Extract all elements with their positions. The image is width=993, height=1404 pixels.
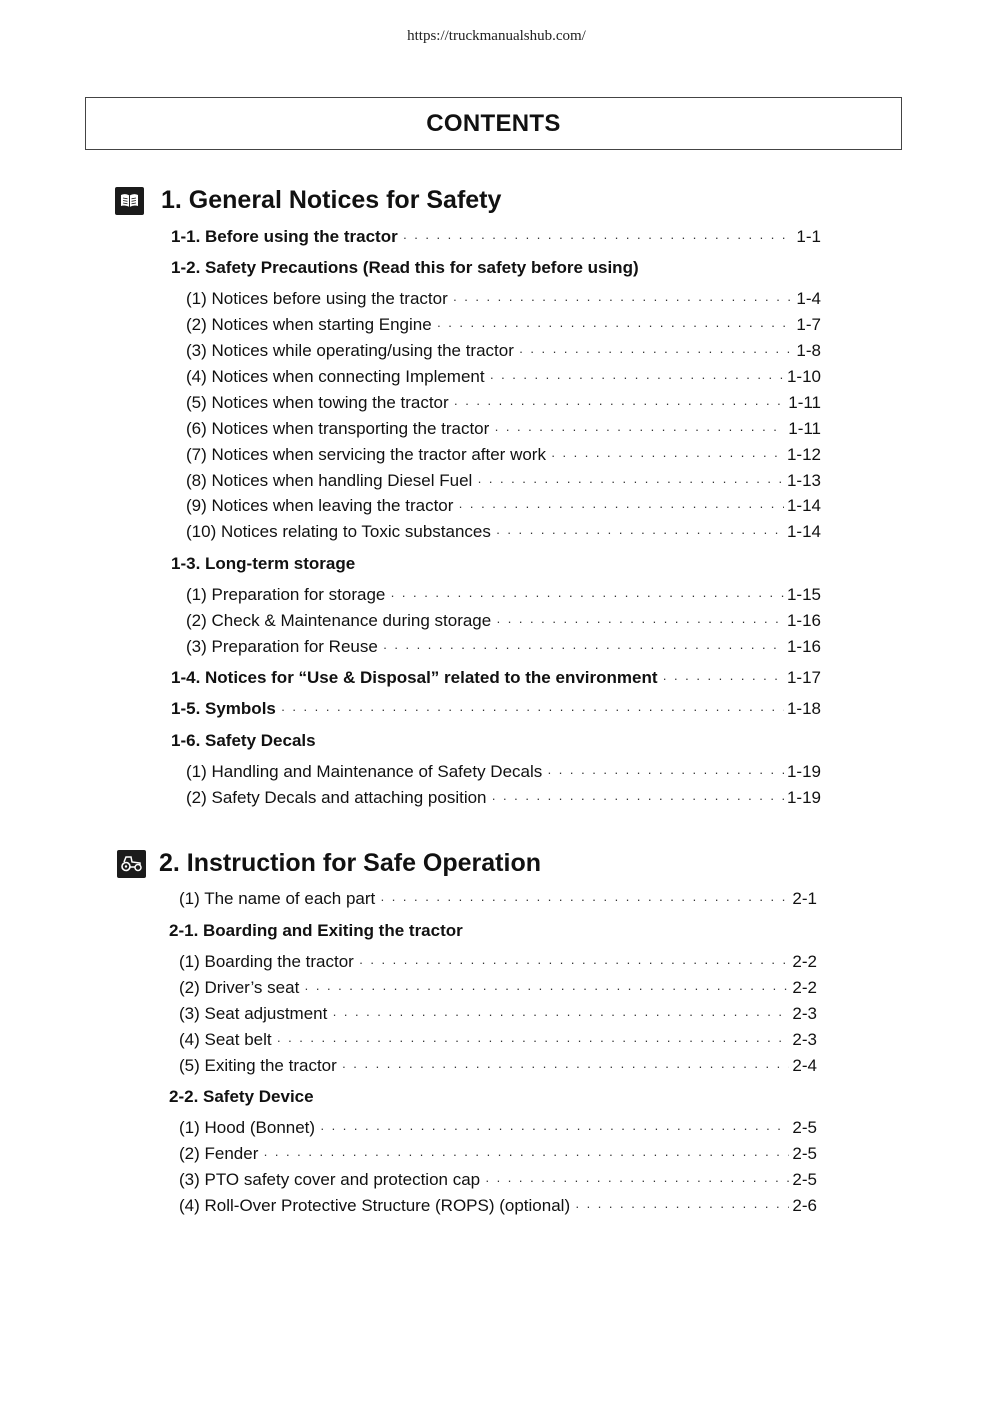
dot-leader (663, 669, 784, 689)
toc-entry[interactable] (186, 445, 821, 466)
toc-entry-label: 1-3. Long-term storage (171, 554, 356, 573)
toc-entry-page: 2-2 (792, 952, 817, 971)
dot-leader (263, 1145, 789, 1165)
toc-entry-label: (3) Preparation for Reuse (186, 637, 378, 656)
dot-leader (454, 394, 786, 414)
dot-leader (403, 228, 794, 248)
dot-leader (277, 1031, 790, 1051)
toc-entry[interactable] (186, 289, 821, 310)
toc-entry-page: 1-16 (786, 611, 821, 630)
toc-entry-page: 2-5 (792, 1170, 817, 1189)
toc-entry-label: (2) Check & Maintenance during storage (186, 611, 492, 630)
toc-entry[interactable] (171, 668, 821, 689)
toc-entry-label: (5) Exiting the tractor (179, 1056, 337, 1075)
open-book-icon (115, 187, 144, 215)
dot-leader (281, 700, 784, 720)
dot-leader (437, 316, 794, 336)
toc-entry-label: (4) Notices when connecting Implement (186, 367, 485, 386)
toc-entry[interactable] (186, 585, 821, 606)
toc-entry[interactable] (186, 496, 821, 517)
toc-entry-label: (1) The name of each part (179, 889, 376, 908)
dot-leader (551, 446, 784, 466)
toc-entry[interactable] (186, 637, 821, 658)
toc-entry[interactable] (186, 788, 821, 809)
toc-entry[interactable] (186, 611, 821, 632)
toc-entry-label: (2) Notices when starting Engine (186, 315, 432, 334)
toc-entry[interactable] (179, 1196, 817, 1217)
toc-entry-page: 2-6 (792, 1196, 817, 1215)
toc-entry-page: 1-19 (786, 762, 821, 781)
toc-entry-label: (2) Driver’s seat (179, 978, 300, 997)
toc-entry-label: 1-2. Safety Precautions (Read this for safety before using) (171, 258, 639, 277)
toc-entry-label: (1) Notices before using the tractor (186, 289, 448, 308)
section-2-title: 2. Instruction for Safe Operation (159, 849, 541, 877)
toc-entry-page: 2-3 (792, 1030, 817, 1049)
section-2-header (117, 849, 541, 878)
toc-entry-label: 2-2. Safety Device (169, 1087, 314, 1106)
dot-leader (496, 523, 784, 543)
toc-entry-label: (6) Notices when transporting the tractor (186, 419, 490, 438)
toc-entry-page: 1-16 (786, 637, 821, 656)
toc-entry-label: (5) Notices when towing the tractor (186, 393, 449, 412)
toc-entry[interactable] (179, 1144, 817, 1165)
toc-entry[interactable] (179, 1118, 817, 1139)
dot-leader (547, 763, 784, 783)
toc-entry-page: 1-4 (796, 289, 821, 308)
toc-entry[interactable] (179, 1170, 817, 1191)
toc-entry-page: 1-14 (786, 522, 821, 541)
toc-entry-label: (3) PTO safety cover and protection cap (179, 1170, 481, 1189)
toc-entry[interactable] (186, 393, 821, 414)
toc-entry-page: 1-17 (786, 668, 821, 687)
toc-entry-label: (1) Handling and Maintenance of Safety Decals (186, 762, 543, 781)
dot-leader (359, 953, 790, 973)
toc-entry-label: (3) Seat adjustment (179, 1004, 328, 1023)
dot-leader (458, 497, 784, 517)
toc-entry-page: 2-2 (792, 978, 817, 997)
dot-leader (383, 638, 784, 658)
toc-entry[interactable] (186, 762, 821, 783)
toc-entry-page: 2-5 (792, 1118, 817, 1137)
toc-entry[interactable] (179, 889, 817, 910)
dot-leader (380, 890, 789, 910)
toc-entry-label: (1) Hood (Bonnet) (179, 1118, 316, 1137)
toc-entry-label: (4) Roll-Over Protective Structure (ROPS) (optional) (179, 1196, 571, 1215)
toc-entry-label: (1) Boarding the tractor (179, 952, 354, 971)
toc-entry-page: 1-18 (786, 699, 821, 718)
toc-entry-page: 1-11 (788, 393, 821, 412)
toc-entry[interactable] (179, 952, 817, 973)
toc-entry[interactable] (179, 978, 817, 999)
toc-entry-label: (2) Fender (179, 1144, 259, 1163)
toc-entry-page: 2-4 (792, 1056, 817, 1075)
toc-entry-label: (8) Notices when handling Diesel Fuel (186, 471, 473, 490)
dot-leader (485, 1171, 789, 1191)
dot-leader (342, 1057, 790, 1077)
toc-entry[interactable] (171, 258, 821, 278)
dot-leader (390, 586, 784, 606)
toc-entry-label: (7) Notices when servicing the tractor after work (186, 445, 546, 464)
toc-entry-page: 1-10 (786, 367, 821, 386)
dot-leader (304, 979, 789, 999)
dot-leader (332, 1005, 789, 1025)
contents-title-box (85, 97, 902, 150)
dot-leader (575, 1197, 789, 1217)
toc-entry-page: 1-13 (786, 471, 821, 490)
toc-entry[interactable] (186, 367, 821, 388)
source-url[interactable]: https://truckmanualshub.com/ (407, 28, 586, 44)
toc-entry-page: 2-3 (792, 1004, 817, 1023)
toc-entry-label: 2-1. Boarding and Exiting the tractor (169, 921, 463, 940)
dot-leader (519, 342, 794, 362)
dot-leader (320, 1119, 789, 1139)
dot-leader (453, 290, 794, 310)
toc-entry[interactable] (169, 1087, 817, 1107)
toc-entry[interactable] (186, 471, 821, 492)
toc-entry-page: 1-11 (788, 419, 821, 438)
toc-entry[interactable] (179, 1030, 817, 1051)
dot-leader (494, 420, 785, 440)
toc-entry[interactable] (179, 1004, 817, 1025)
toc-entry[interactable] (171, 731, 821, 751)
toc-entry-label: 1-1. Before using the tractor (171, 227, 398, 246)
toc-entry[interactable] (186, 419, 821, 440)
toc-entry[interactable] (171, 227, 821, 248)
toc-entry-label: (1) Preparation for storage (186, 585, 386, 604)
toc-entry-page: 1-14 (786, 496, 821, 515)
toc-entry[interactable] (186, 522, 821, 543)
toc-entry-label: 1-6. Safety Decals (171, 731, 316, 750)
toc-entry[interactable] (171, 699, 821, 720)
toc-entry-label: 1-4. Notices for “Use & Disposal” related to the environment (171, 668, 658, 687)
page-title: CONTENTS (426, 109, 561, 137)
toc-entry-label: (9) Notices when leaving the tractor (186, 496, 454, 515)
toc-entry[interactable] (169, 921, 817, 941)
tractor-icon (117, 850, 146, 878)
toc-entry[interactable] (171, 554, 821, 574)
toc-entry-page: 1-15 (786, 585, 821, 604)
dot-leader (477, 472, 784, 492)
toc-entry-page: 1-12 (786, 445, 821, 464)
toc-entry-label: (4) Seat belt (179, 1030, 272, 1049)
dot-leader (490, 368, 784, 388)
dot-leader (492, 789, 784, 809)
toc-entry-page: 1-1 (796, 227, 821, 246)
toc-entry-page: 1-7 (796, 315, 821, 334)
toc-entry-label: (2) Safety Decals and attaching position (186, 788, 487, 807)
toc-entry-page: 1-8 (796, 341, 821, 360)
toc-entry-page: 2-5 (792, 1144, 817, 1163)
section-1-header (115, 186, 501, 215)
dot-leader (496, 612, 784, 632)
section-1-title: 1. General Notices for Safety (161, 186, 502, 214)
toc-entry-label: (3) Notices while operating/using the tractor (186, 341, 514, 360)
toc-entry[interactable] (179, 1056, 817, 1077)
toc-entry[interactable] (186, 315, 821, 336)
toc-entry-label: 1-5. Symbols (171, 699, 276, 718)
toc-entry-label: (10) Notices relating to Toxic substances (186, 522, 491, 541)
toc-entry-page: 1-19 (786, 788, 821, 807)
toc-entry[interactable] (186, 341, 821, 362)
toc-entry-page: 2-1 (792, 889, 817, 908)
